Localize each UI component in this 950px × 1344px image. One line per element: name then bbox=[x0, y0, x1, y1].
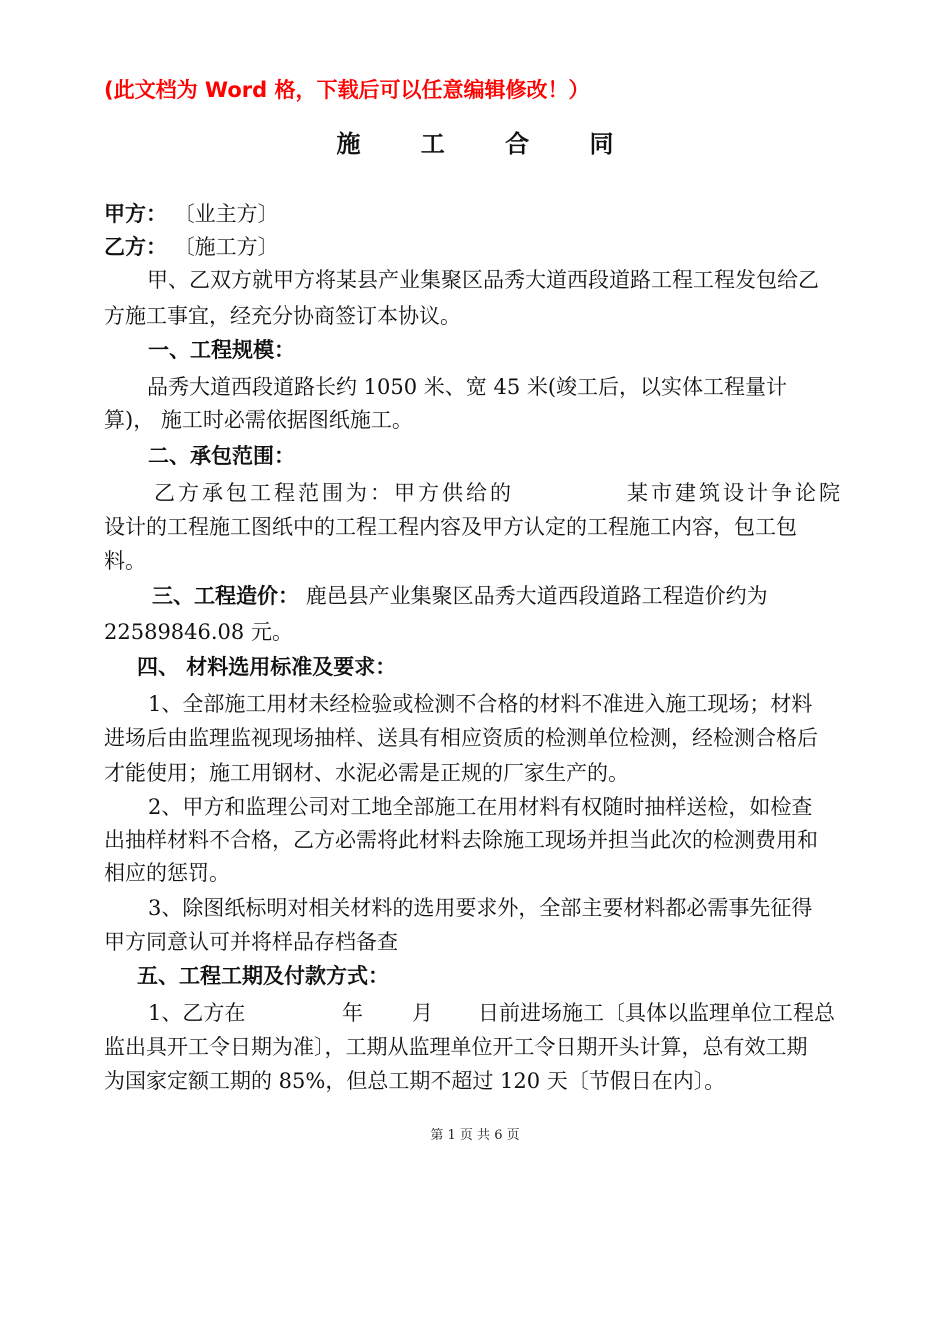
paragraph-line: 月 bbox=[412, 1001, 433, 1025]
paragraph-line: 某市建筑设计争论院 bbox=[627, 481, 843, 505]
section-heading bbox=[152, 586, 768, 607]
paragraph-line: 年 bbox=[342, 1001, 363, 1025]
paragraph-line: 22589846.08 元。 bbox=[104, 620, 293, 644]
paragraph-line: 算)， 施工时必需依据图纸施工。 bbox=[104, 408, 413, 432]
party-a bbox=[104, 204, 279, 225]
party-b-label: 乙方： bbox=[104, 235, 167, 259]
paragraph-line: 3、除图纸标明对相关材料的选用要求外，全部主要材料都必需事先征得 bbox=[148, 896, 813, 920]
paragraph-line: 1、乙方在 bbox=[148, 1001, 246, 1025]
paragraph-line: 才能使用；施工用钢材、水泥必需是正规的厂家生产的。 bbox=[104, 761, 629, 785]
page-title: 施 工 合 同 bbox=[336, 129, 640, 158]
paragraph-line: 出抽样材料不合格，乙方必需将此材料去除施工现场并担当此次的检测费用和 bbox=[104, 828, 818, 852]
paragraph-line: 日前进场施工〔具体以监理单位工程总 bbox=[478, 1001, 835, 1025]
section-heading: 一、工程规模： bbox=[148, 338, 295, 362]
section-heading-label: 三、工程造价： bbox=[152, 584, 299, 608]
paragraph-line: 进场后由监理监视现场抽样、送具有相应资质的检测单位检测，经检测合格后 bbox=[104, 726, 818, 750]
section-heading: 二、承包范围： bbox=[148, 444, 295, 468]
paragraph-line: 相应的惩罚。 bbox=[104, 861, 230, 885]
paragraph-line: 设计的工程施工图纸中的工程工程内容及甲方认定的工程施工内容，包工包 bbox=[104, 515, 797, 539]
paragraph-line: 品秀大道西段道路长约 1050 米、宽 45 米(竣工后，以实体工程量计 bbox=[147, 375, 788, 399]
page-footer: 第 1 页 共 6 页 bbox=[430, 1128, 520, 1143]
paragraph-line: 乙方承包工程范围为：甲方供给的 bbox=[154, 481, 514, 505]
paragraph-line: 1、全部施工用材未经检验或检测不合格的材料不准进入施工现场；材料 bbox=[148, 692, 813, 716]
party-b bbox=[104, 237, 279, 258]
intro-line: 方施工事宜，经充分协商签订本协议。 bbox=[104, 304, 461, 328]
party-b-value: 〔施工方〕 bbox=[173, 235, 279, 259]
paragraph-line: 甲方同意认可并将样品存档备查 bbox=[104, 930, 398, 954]
paragraph-line: 料。 bbox=[104, 549, 146, 573]
intro-line: 甲、乙双方就甲方将某县产业集聚区品秀大道西段道路工程工程发包给乙 bbox=[147, 268, 819, 292]
section-heading: 五、工程工期及付款方式： bbox=[137, 964, 389, 988]
paragraph-line: 2、甲方和监理公司对工地全部施工在用材料有权随时抽样送检，如检查 bbox=[148, 795, 813, 819]
paragraph-line: 为国家定额工期的 85%，但总工期不超过 120 天〔节假日在内〕。 bbox=[104, 1069, 726, 1093]
notice: (此文档为 Word 格，下载后可以任意编辑修改！） bbox=[104, 78, 590, 102]
party-a-label: 甲方： bbox=[104, 202, 167, 226]
section-text: 鹿邑县产业集聚区品秀大道西段道路工程造价约为 bbox=[305, 584, 768, 608]
section-heading: 四、 材料选用标准及要求： bbox=[137, 655, 397, 679]
paragraph-line: 监出具开工令日期为准〕，工期从监理单位开工令日期开头计算，总有效工期 bbox=[104, 1035, 808, 1059]
party-a-value: 〔业主方〕 bbox=[173, 202, 279, 226]
